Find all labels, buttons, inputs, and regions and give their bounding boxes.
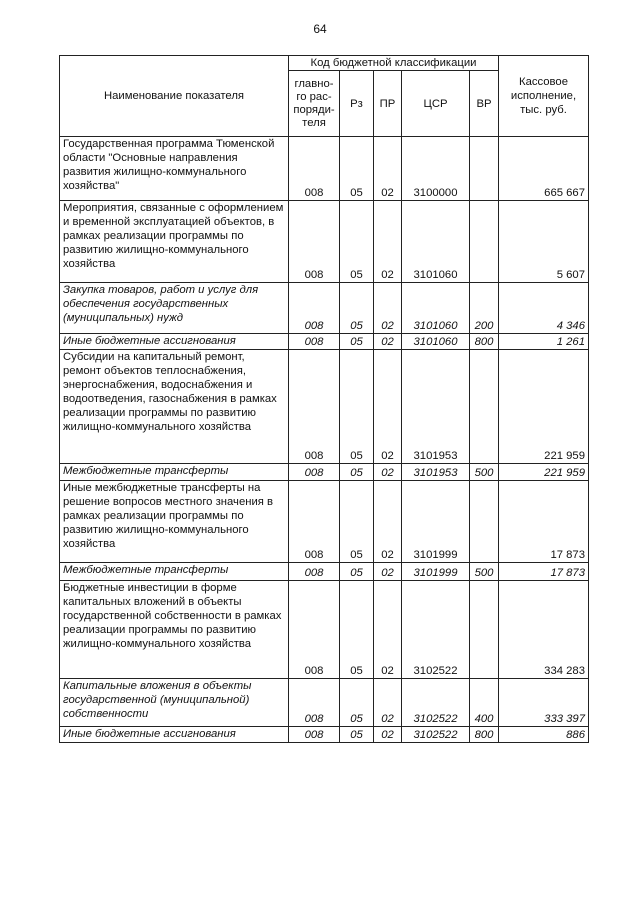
row-rz: 05 [340, 679, 374, 727]
row-csr: 3102522 [402, 581, 470, 679]
row-rz: 05 [340, 334, 374, 350]
header-pr: ПР [374, 71, 402, 137]
budget-execution-table [59, 55, 589, 743]
row-name: Иные бюджетные ассигнования [60, 727, 289, 743]
row-csr: 3101060 [402, 334, 470, 350]
row-pr: 02 [374, 283, 402, 334]
header-name: Наименование показателя [60, 56, 289, 137]
table-row [60, 137, 589, 201]
header-rz: Рз [340, 71, 374, 137]
row-amount: 665 667 [499, 137, 589, 201]
row-csr: 3101999 [402, 481, 470, 563]
row-grbs: 008 [289, 481, 340, 563]
table-row [60, 581, 589, 679]
table-row [60, 727, 589, 743]
row-vr [470, 201, 499, 283]
row-name: Государственная программа Тюменской области "Основные направления развития жилищно-коммунального хозяйства" [60, 137, 289, 201]
table-row [60, 350, 589, 464]
row-rz: 05 [340, 563, 374, 581]
row-csr: 3102522 [402, 727, 470, 743]
row-vr: 400 [470, 679, 499, 727]
row-amount: 886 [499, 727, 589, 743]
row-name: Иные межбюджетные трансферты на решение вопросов местного значения в рамках реализации программы по развитию жилищно-коммунального хозяйства [60, 481, 289, 563]
row-name: Субсидии на капитальный ремонт, ремонт объектов теплоснабжения, энергоснабжения, водоснабжения и водоотведения, газоснабжения в рамках реализации программы по развитию жилищно-коммунального хозяйства [60, 350, 289, 464]
row-pr: 02 [374, 137, 402, 201]
row-amount: 5 607 [499, 201, 589, 283]
row-amount: 1 261 [499, 334, 589, 350]
table-row [60, 679, 589, 727]
row-name: Межбюджетные трансферты [60, 464, 289, 481]
header-amount: Кассовое исполнение, тыс. руб. [499, 56, 589, 137]
row-name: Капитальные вложения в объекты государственной (муниципальной) собственности [60, 679, 289, 727]
row-amount: 334 283 [499, 581, 589, 679]
row-vr: 200 [470, 283, 499, 334]
row-vr: 800 [470, 334, 499, 350]
row-vr: 800 [470, 727, 499, 743]
row-rz: 05 [340, 201, 374, 283]
table-row [60, 283, 589, 334]
row-amount: 17 873 [499, 563, 589, 581]
row-amount: 333 397 [499, 679, 589, 727]
header-grbs: главно-го рас-поряди-теля [289, 71, 340, 137]
row-name: Иные бюджетные ассигнования [60, 334, 289, 350]
row-rz: 05 [340, 464, 374, 481]
table-row [60, 481, 589, 563]
header-csr: ЦСР [402, 71, 470, 137]
row-vr [470, 350, 499, 464]
row-rz: 05 [340, 283, 374, 334]
row-csr: 3101060 [402, 283, 470, 334]
row-rz: 05 [340, 727, 374, 743]
row-pr: 02 [374, 679, 402, 727]
row-csr: 3100000 [402, 137, 470, 201]
row-pr: 02 [374, 727, 402, 743]
row-rz: 05 [340, 481, 374, 563]
row-grbs: 008 [289, 679, 340, 727]
row-grbs: 008 [289, 350, 340, 464]
row-grbs: 008 [289, 137, 340, 201]
row-name: Бюджетные инвестиции в форме капитальных вложений в объекты государственной собственности в рамках реализации программы по развитию жилищно-коммунального хозяйства [60, 581, 289, 679]
table-row [60, 201, 589, 283]
row-name: Закупка товаров, работ и услуг для обеспечения государственных (муниципальных) нужд [60, 283, 289, 334]
row-amount: 17 873 [499, 481, 589, 563]
row-csr: 3101999 [402, 563, 470, 581]
row-pr: 02 [374, 481, 402, 563]
row-pr: 02 [374, 201, 402, 283]
row-vr: 500 [470, 563, 499, 581]
row-amount: 4 346 [499, 283, 589, 334]
row-amount: 221 959 [499, 464, 589, 481]
row-grbs: 008 [289, 464, 340, 481]
row-vr [470, 581, 499, 679]
row-vr [470, 481, 499, 563]
table-row [60, 464, 589, 481]
page-number: 64 [313, 22, 327, 36]
row-amount: 221 959 [499, 350, 589, 464]
table-row [60, 334, 589, 350]
row-grbs: 008 [289, 563, 340, 581]
row-pr: 02 [374, 334, 402, 350]
row-rz: 05 [340, 137, 374, 201]
row-pr: 02 [374, 581, 402, 679]
table-row [60, 563, 589, 581]
row-name: Межбюджетные трансферты [60, 563, 289, 581]
row-csr: 3102522 [402, 679, 470, 727]
row-pr: 02 [374, 350, 402, 464]
row-vr: 500 [470, 464, 499, 481]
row-grbs: 008 [289, 201, 340, 283]
row-pr: 02 [374, 464, 402, 481]
row-grbs: 008 [289, 283, 340, 334]
row-grbs: 008 [289, 727, 340, 743]
row-grbs: 008 [289, 581, 340, 679]
row-rz: 05 [340, 350, 374, 464]
row-csr: 3101953 [402, 350, 470, 464]
row-name: Мероприятия, связанные с оформлением и временной эксплуатацией объектов, в рамках реализации программы по развитию жилищно-коммунального хозяйства [60, 201, 289, 283]
row-rz: 05 [340, 581, 374, 679]
row-csr: 3101060 [402, 201, 470, 283]
row-csr: 3101953 [402, 464, 470, 481]
header-vr: ВР [470, 71, 499, 137]
header-code-group: Код бюджетной классификации [289, 56, 499, 71]
row-pr: 02 [374, 563, 402, 581]
row-grbs: 008 [289, 334, 340, 350]
row-vr [470, 137, 499, 201]
